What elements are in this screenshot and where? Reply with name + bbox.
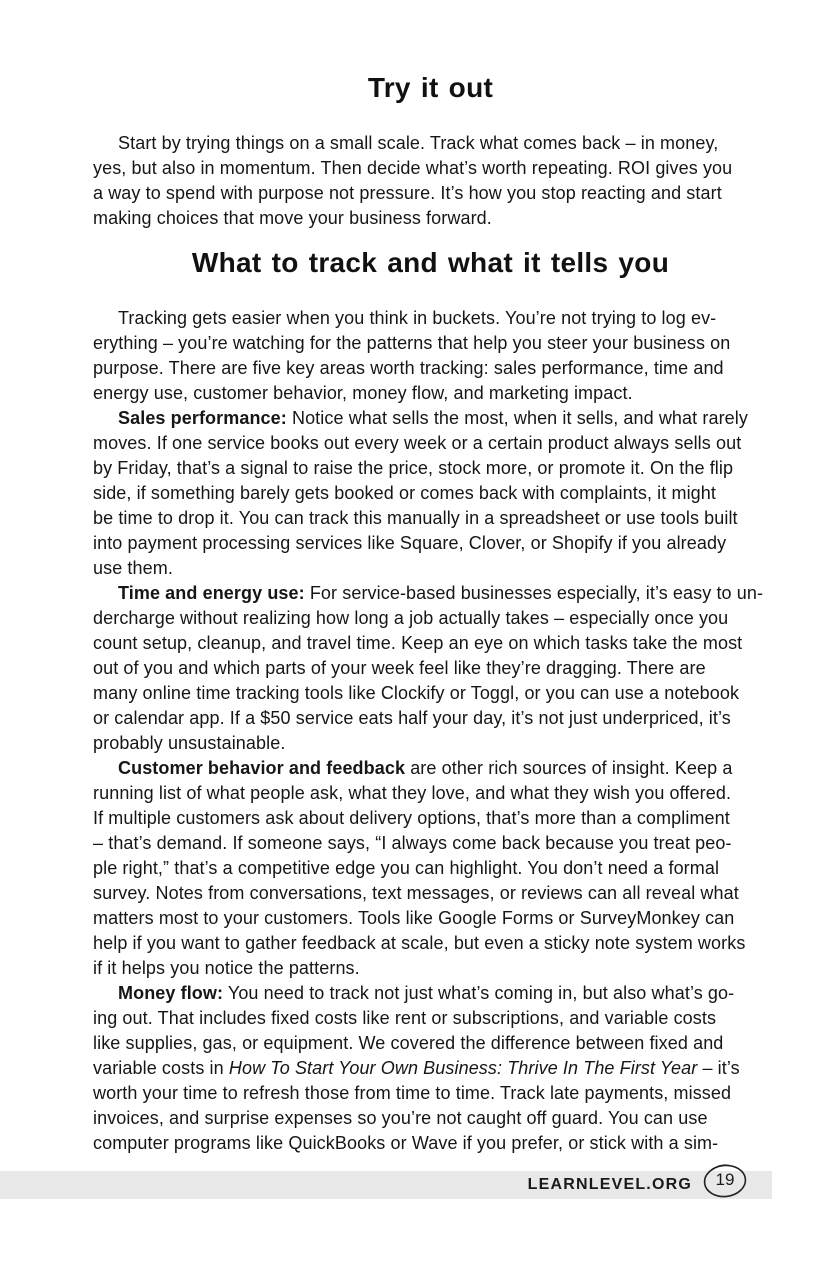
text-line: moves. If one service books out every week or a certain product always sells out (93, 433, 742, 453)
text-line: erything – you’re watching for the patterns that help you steer your business on (93, 333, 731, 353)
page-number: 19 (715, 1170, 735, 1189)
text-line: out of you and which parts of your week feel like they’re dragging. There are (93, 658, 706, 678)
text-line: Sales performance: Notice what sells the most, when it sells, and what rarely (118, 408, 748, 428)
text-line: Customer behavior and feedback are other rich sources of insight. Keep a (118, 758, 733, 778)
text-line: worth your time to refresh those from time to time. Track late payments, missed (93, 1083, 732, 1103)
text-line: ing out. That includes fixed costs like rent or subscriptions, and variable costs (93, 1008, 717, 1028)
text-line: variable costs in How To Start Your Own Business: Thrive In The First Year – it’s (93, 1058, 740, 1078)
text-line: invoices, and surprise expenses so you’re not caught off guard. You can use (93, 1108, 708, 1128)
text-line: running list of what people ask, what they love, and what they wish you offered. (93, 783, 732, 803)
text-line: probably unsustainable. (93, 733, 286, 753)
text-line: making choices that move your business forward. (93, 208, 492, 228)
text-line: many online time tracking tools like Clockify or Toggl, or you can use a notebook (93, 683, 740, 703)
text-line: if it helps you notice the patterns. (93, 958, 360, 978)
text-line: energy use, customer behavior, money flow, and marketing impact. (93, 383, 633, 403)
page-number-circle (702, 1166, 748, 1204)
section-heading-what-to-track: What to track and what it tells you (191, 247, 670, 278)
text-line: Time and energy use: For service-based businesses especially, it’s easy to un- (118, 583, 764, 603)
text-line: into payment processing services like Square, Clover, or Shopify if you already (93, 533, 727, 553)
text-line: matters most to your customers. Tools like Google Forms or SurveyMonkey can (93, 908, 735, 928)
text-line: purpose. There are five key areas worth tracking: sales performance, time and (93, 358, 724, 378)
text-line: side, if something barely gets booked or comes back with complaints, it might (93, 483, 716, 503)
footer-site-url: LEARNLEVEL.ORG (527, 1176, 692, 1193)
text-line: or calendar app. If a $50 service eats half your day, it’s not just underpriced, it’s (93, 708, 731, 728)
text-line: be time to drop it. You can track this manually in a spreadsheet or use tools built (93, 508, 738, 528)
text-line: like supplies, gas, or equipment. We covered the difference between fixed and (93, 1033, 724, 1053)
section-heading-try-it-out: Try it out (367, 72, 494, 103)
text-line: survey. Notes from conversations, text messages, or reviews can all reveal what (93, 883, 739, 903)
text-line: yes, but also in momentum. Then decide what’s worth repeating. ROI gives you (93, 158, 733, 178)
text-line: Tracking gets easier when you think in buckets. You’re not trying to log ev- (118, 308, 717, 328)
text-line: a way to spend with purpose not pressure. It’s how you stop reacting and start (93, 183, 722, 203)
text-line: computer programs like QuickBooks or Wave if you prefer, or stick with a sim- (93, 1133, 719, 1153)
body-text-section-2 (93, 306, 768, 1156)
text-line: – that’s demand. If someone says, “I always come back because you treat peo- (93, 833, 732, 853)
text-line: count setup, cleanup, and travel time. Keep an eye on which tasks take the most (93, 633, 743, 653)
text-line: use them. (93, 558, 173, 578)
body-text-section-1 (93, 131, 768, 231)
text-line: help if you want to gather feedback at scale, but even a sticky note system works (93, 933, 746, 953)
text-line: If multiple customers ask about delivery options, that’s more than a compliment (93, 808, 730, 828)
text-line: dercharge without realizing how long a job actually takes – especially once you (93, 608, 729, 628)
text-line: Money flow: You need to track not just what’s coming in, but also what’s go- (118, 983, 735, 1003)
text-line: by Friday, that’s a signal to raise the price, stock more, or promote it. On the flip (93, 458, 734, 478)
footer-bar (0, 1171, 772, 1199)
text-line: Start by trying things on a small scale. Track what comes back – in money, (118, 133, 719, 153)
text-line: ple right,” that’s a competitive edge you can highlight. You don’t need a formal (93, 858, 720, 878)
